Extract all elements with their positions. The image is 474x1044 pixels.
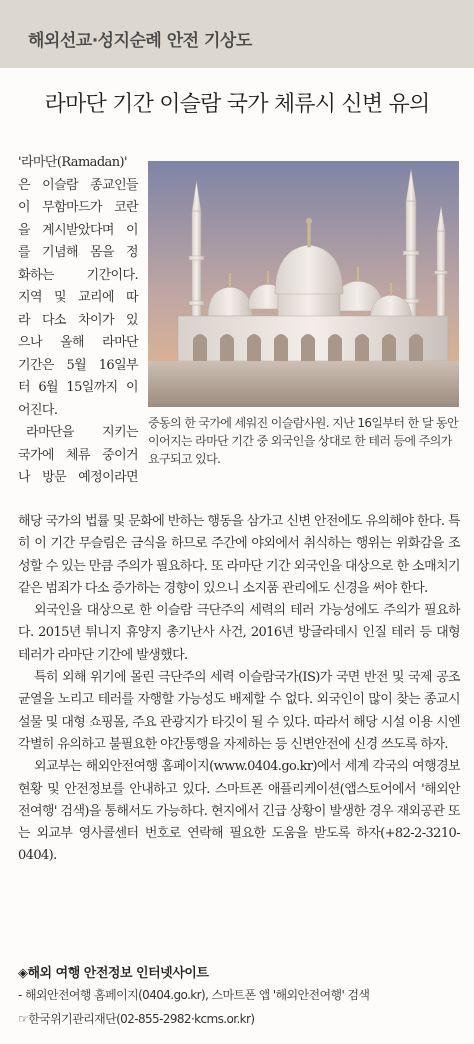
article-body bbox=[18, 511, 460, 868]
body-paragraph: 특히 외해 위기에 몰린 극단주의 세력 이슬람국가(IS)가 국면 반전 및 국제 공조 균열을 노리고 테러를 자행할 가능성도 배제할 수 없다. 외국인이 많이 찾는 종교시설물 및 대형 쇼핑몰, 주요 관광지가 타깃이 될 수 있다. 따라서 해당 시설 이용 시엔 각별히 유의하고 불필요한 야간통행을 자제하는 등 신변안전에 신경 쓰도록 하자. bbox=[18, 670, 460, 752]
info-line-foundation: ☞한국위기관리재단(02-855-2982·kcms.or.kr) bbox=[18, 1012, 255, 1026]
info-box-title: ◈해외 여행 안전정보 인터넷사이트 bbox=[18, 966, 209, 981]
left-line: 어진다. bbox=[18, 402, 58, 418]
body-paragraph: 외국인을 대상으로 한 이슬람 극단주의 세력의 테러 가능성에도 주의가 필요하다. 2015년 튀니지 휴양지 총기난사 사건, 2016년 방글라데시 인질 테러 등 대형 테러가 라마단 기간에 발생했다. bbox=[18, 603, 460, 663]
section-label: 해외선교·성지순례 안전 기상도 bbox=[28, 31, 252, 51]
left-line: 이 무함마드가 코란 bbox=[18, 200, 138, 215]
mosque-photo bbox=[148, 161, 459, 407]
left-line: 지역 및 교리에 따 bbox=[18, 290, 138, 305]
left-line: 라마단을 지키는 bbox=[26, 425, 138, 440]
body-paragraph: 외교부는 해외안전여행 홈페이지(www.0404.go.kr)에서 세계 각국의 여행경보 현황 및 안전정보를 안내하고 있다. 스마트폰 애플리케이션(앱스토어에서 '해외안전여행' 검색)을 통해서도 가능하다. 현지에서 긴급 상황이 발생한 경우 재외공관 또는 외교부 영사콜센터 번호로 연락해 필요한 도움을 받도록 하자(+82-2-3210-0404). bbox=[18, 759, 460, 864]
left-line: 를 기념해 몸을 정 bbox=[18, 245, 138, 260]
article-headline: 라마단 기간 이슬람 국가 체류시 신변 유의 bbox=[44, 92, 430, 117]
body-paragraph: 해당 국가의 법률 및 문화에 반하는 행동을 삼가고 신변 안전에도 유의해야 한다. 특히 이 기간 무슬림은 금식을 하므로 주간에 야외에서 취식하는 행위는 위화감을 조성할 수 있는 만큼 주의가 필요하다. 또 라마단 기간 외국인을 대상으로 한 소매치기 같은 범죄가 다소 증가하는 경향이 있으니 소지품 관리에도 신경을 써야 한다. bbox=[18, 514, 460, 596]
photo-caption: 중동의 한 국가에 세워진 이슬람사원. 지난 16일부터 한 달 동안 이어지는 라마단 기간 중 외국인을 상대로 한 테러 등에 주의가 요구되고 있다. bbox=[148, 416, 459, 466]
left-line: 화하는 기간이다. bbox=[18, 267, 138, 283]
left-line: '라마단(Ramadan)' bbox=[18, 155, 127, 170]
left-line: 터 6월 15일까지 이 bbox=[18, 380, 138, 395]
left-line: 라 다소 차이가 있 bbox=[18, 312, 138, 328]
left-line: 국가에 체류 중이거 bbox=[18, 447, 138, 463]
left-narrow-column bbox=[18, 152, 138, 490]
left-line: 을 계시받았다며 이 bbox=[18, 222, 138, 238]
left-line: 은 이슬람 종교인들 bbox=[18, 177, 138, 193]
left-line: 기간은 5월 16일부 bbox=[18, 357, 138, 373]
left-line: 나 방문 예정이라면 bbox=[18, 470, 138, 485]
left-line: 으나 올해 라마단 bbox=[18, 335, 138, 350]
info-line-homepage: - 해외안전여행 홈페이지(0404.go.kr), 스마트폰 앱 '해외안전여행' 검색 bbox=[18, 988, 370, 1002]
